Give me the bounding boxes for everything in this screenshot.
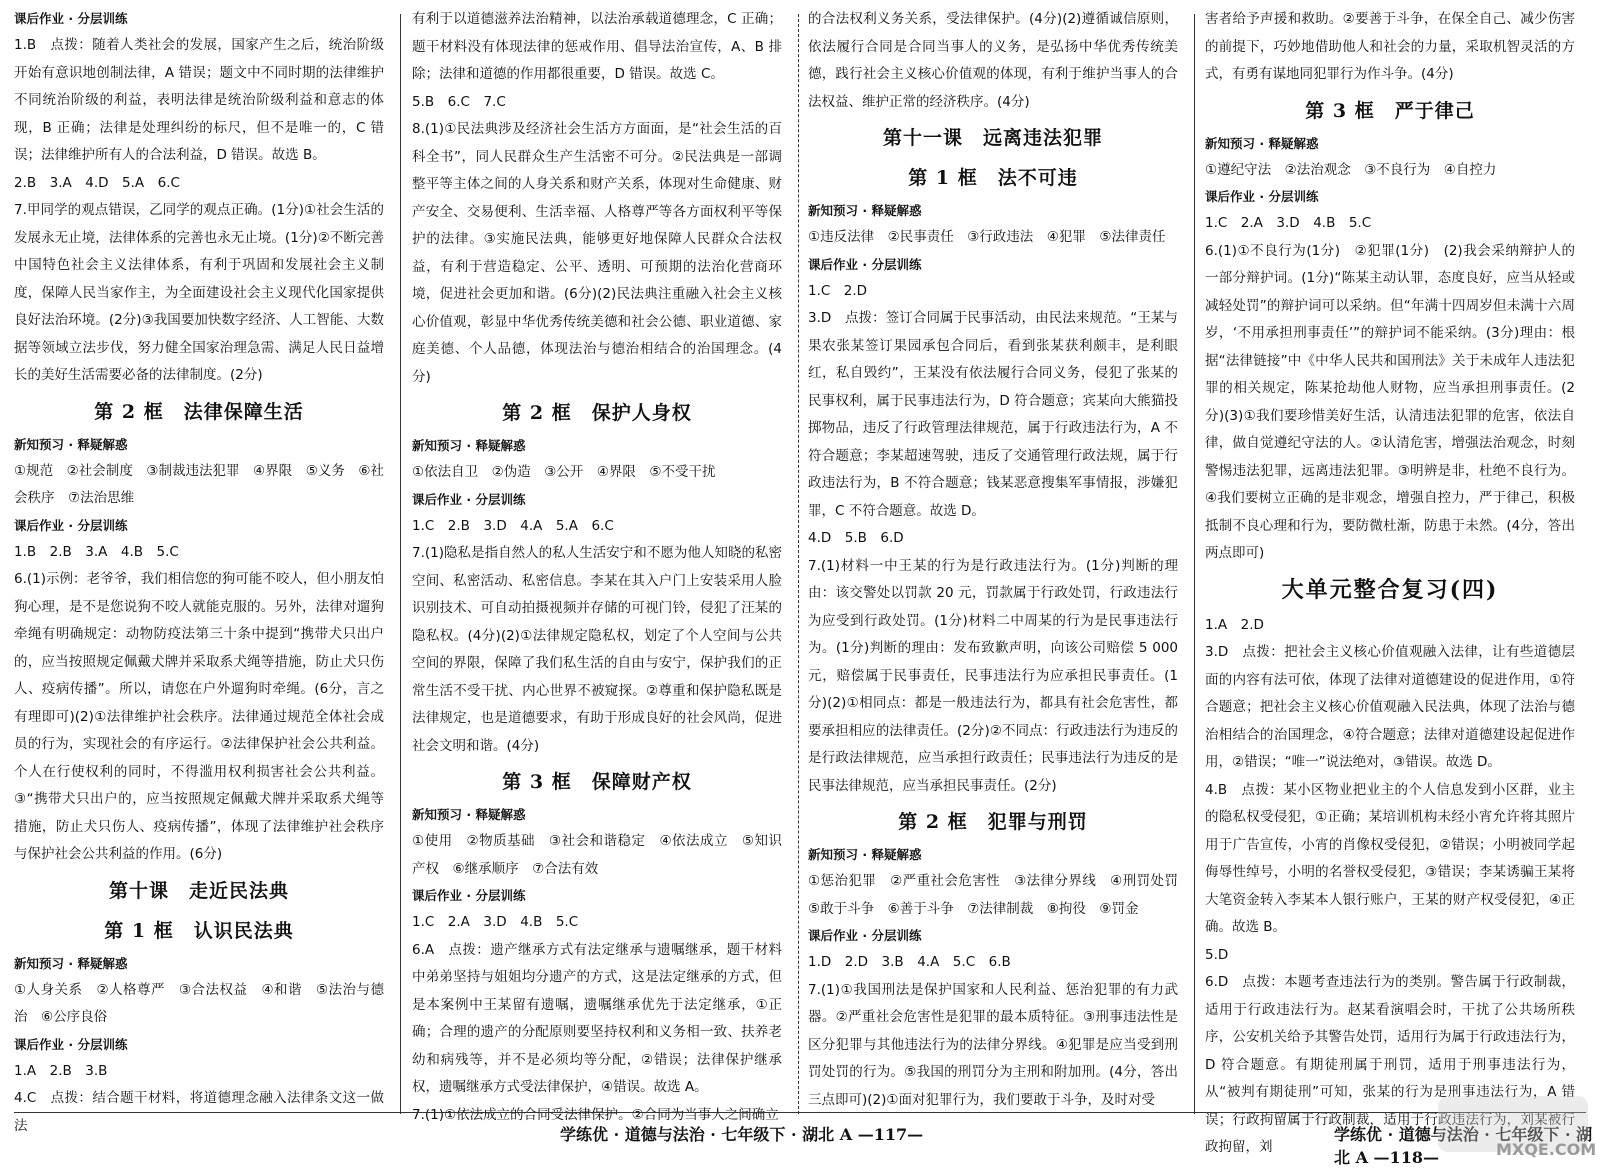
lesson-title: 第 3 框 保障财产权: [502, 771, 692, 793]
answer-text: ①惩治犯罪 ②严重社会危害性 ③法律分界线 ④刑罚处罚 ⑤敢于斗争 ⑥善于斗争 ⑦法律制裁 ⑧拘役 ⑨罚金: [808, 873, 1192, 917]
column-1: [14, 6, 384, 1134]
answer-text: 1.B 2.B 3.A 4.B 5.C: [14, 543, 179, 560]
column-2: [412, 6, 782, 1123]
answer-text: 7.(1)①我国刑法是保护国家和人民利益、惩治犯罪的有力武器。②严重社会危害性是犯罪的最本质特征。③刑事违法性是区分犯罪与其他违法行为的法律分界线。④犯罪是应当受到刑罚处罚的行为。⑤我国的刑罚分为主刑和附加刑。(4分，答出三点即可)(2)①面对犯罪行为，我们要敢于斗争，及时对受: [808, 981, 1178, 1108]
answer-text: 1.C 2.A 3.D 4.B 5.C: [412, 914, 579, 930]
answer-text: 3.D 点拨：把社会主义核心价值观融入法律，让有些道德层面的内容有法可依，体现了法律对道德建设的促进作用，①符合题意；把社会主义核心价值观融入民法典，体现了法治与德治相结合的治国理念，④符合题意；法律对道德建设起促进作用，②错误；“唯一”说法绝对，③错误。故选 D。: [1205, 644, 1575, 770]
answer-text: 6.(1)示例：老爷爷，我们相信您的狗可能不咬人，但小朋友怕狗心理，是不是您说狗不咬人就能克服的。另外，法律对遛狗牵绳有明确规定：动物防疫法第三十条中提到“携带犬只出户的，应当按照规定佩戴犬牌并采取系犬绳等措施，防止犬只伤人、疫病传播”。所以，请您在户外遛狗时牵绳。(6分，言之有理即可)(2)①法律维护社会秩序。法律通过规范全体社会成员的行为，实现社会的有序运行。②法律保护社会公共利益。个人在行使权利的同时，不得滥用权利损害社会公共利益。③“携带犬只出户的，应当按照规定佩戴犬牌并采取系犬绳等措施，防止犬只伤人、疫病传播”，体现了法律维护社会秩序与保护社会公共利益的作用。(6分): [14, 571, 384, 862]
answer-text: 2.B 3.A 4.D 5.A 6.C: [14, 174, 180, 191]
section-label: 课后作业 · 分层训练: [808, 928, 922, 943]
lesson-title: 第 2 框 保护人身权: [502, 402, 692, 424]
column-3: [808, 6, 1192, 1116]
answer-text: ①遵纪守法 ②法治观念 ③不良行为 ④自控力: [1205, 161, 1497, 178]
answer-text: 1.C 2.A 3.D 4.B 5.C: [1205, 215, 1372, 231]
lesson-title: 第 3 框 严于律己: [1305, 99, 1475, 122]
answer-text: 有利于以道德滋养法治精神，以法治承载道德理念，C 正确；题干材料没有体现法律的惩戒作用、倡导法治宣传，A、B 排除；法律和道德的作用都很重要，D 错误。故选 C。: [412, 11, 782, 82]
answer-text: 4.C 点拨：结合题干材料，将道德理念融入法律条文这一做法: [14, 1090, 384, 1134]
lesson-title: 第十课 走近民法典: [108, 879, 289, 902]
answer-text: 害者给予声援和救助。②要善于斗争，在保全自己、减少伤害的前提下，巧妙地借助他人和社会的力量，采取机智灵活的方式，有勇有谋地同犯罪行为作斗争。(4分): [1205, 11, 1575, 82]
answer-text: 1.C 2.D: [808, 282, 868, 299]
answer-text: 5.D: [1205, 946, 1229, 963]
footer-page-117: 学练优 · 道德与法治 · 七年级下 · 湖北 A —117—: [560, 1125, 924, 1144]
answer-text: 的合法权利义务关系，受法律保护。(4分)(2)遵循诚信原则，依法履行合同是合同当事人的义务，是弘扬中华优秀传统美德，践行社会主义核心价值观的体现，有利于维护当事人的合法权益、维护正常的经济秩序。(4分): [808, 11, 1178, 110]
answer-text: ①人身关系 ②人格尊严 ③合法权益 ④和谐 ⑤法治与德治 ⑥公序良俗: [14, 981, 384, 1025]
answer-text: ①违反法律 ②民事责任 ③行政违法 ④犯罪 ⑤法律责任: [808, 229, 1166, 245]
answer-text: 6.(1)①不良行为(1分) ②犯罪(1分) (2)我会采纳辩护人的一部分辩护词。(1分)“陈某主动认罪，态度良好，应当从轻或减轻处罚”的辩护词可以采纳。但“年满十四周岁但未满十六周岁，‘不用承担刑事责任’”的辩护词不能采纳。(3分)理由：根据“法律链接”中《中华人民共和国刑法》关于未成年人违法犯罪的相关规定，陈某抢劫他人财物，应当承担刑事责任。(2分)(3)①我们要珍惜美好生活，认清违法犯罪的危害，依法自律，做自觉遵纪守法的人。②认清危害，增强法治观念，时刻警惕违法犯罪，远离违法犯罪。③明辨是非，杜绝不良行为。④我们要树立正确的是非观念，增强自控力，严于律己，积极抵制不良心理和行为，要防微杜渐，防患于未然。(4分，答出两点即可): [1205, 242, 1575, 561]
section-label: 课后作业 · 分层训练: [808, 256, 922, 272]
footer-rule: [14, 1112, 1586, 1113]
section-label: 新知预习 · 释疑解惑: [808, 203, 922, 218]
section-label: 课后作业 · 分层训练: [14, 1036, 128, 1052]
section-label: 课后作业 · 分层训练: [412, 888, 526, 903]
answer-text: 5.B 6.C 7.C: [412, 93, 506, 110]
answer-text: 7.(1)隐私是指自然人的私人生活安宁和不愿为他人知晓的私密空间、私密活动、私密信息。李某在其入户门上安装采用人脸识别技术、可自动拍摄视频并存储的可视门铃，侵犯了汪某的隐私权。(4分)(2)①法律规定隐私权，划定了个人空间与公共空间的界限，保障了我们私生活的自由与安宁，保护我们的正常生活不受干扰、内心世界不被窥探。②尊重和保护隐私既是法律规定，也是道德要求，有助于形成良好的社会风尚，促进社会文明和谐。(4分): [412, 545, 782, 754]
answer-text: 6.D 点拨：本题考查违法行为的类别。警告属于行政制裁，适用于行政违法行为。赵某看演唱会时，干扰了公共场所秩序，公安机关给予其警告处罚，适用行为属于行政违法行为，D 符合题意。有期徒刑属于刑罚，适用于刑事违法行为，从“被判有期徒刑”可知，张某的行为是刑事违法行为，A 错误；行政拘留属于行政制裁，适用于行政违法行为，刘某被行政拘留，刘: [1205, 974, 1575, 1155]
section-label: 新知预习 · 释疑解惑: [14, 436, 128, 452]
answer-text: 1.B 点拨：随着人类社会的发展，国家产生之后，统治阶级开始有意识地创制法律，A 错误；题文中不同时期的法律维护不同统治阶级的利益，表明法律是统治阶级利益和意志的体现，B 正确；法律是处理纠纷的标尺，但不是唯一的，C 错误；法律维护所有人的合法利益，D 错误。故选 B。: [14, 37, 384, 163]
lesson-title: 第十一课 远离违法犯罪: [882, 127, 1103, 149]
column-divider: [1194, 14, 1195, 1114]
answer-text: 4.D 5.B 6.D: [808, 530, 904, 546]
answer-text: 1.C 2.B 3.D 4.A 5.A 6.C: [412, 517, 614, 534]
answer-text: ①规范 ②社会制度 ③制裁违法犯罪 ④界限 ⑤义务 ⑥社会秩序 ⑦法治思维: [14, 462, 384, 506]
lesson-title: 第 1 框 认识民法典: [104, 919, 294, 942]
section-label: 课后作业 · 分层训练: [14, 517, 128, 533]
lesson-title: 大单元整合复习(四): [1281, 576, 1499, 603]
watermark-text: MXQE.COM: [1496, 1140, 1597, 1159]
answer-text: ①依法自卫 ②伪造 ③公开 ④界限 ⑤不受干扰: [412, 464, 716, 480]
column-divider: [400, 14, 401, 1114]
section-label: 新知预习 · 释疑解惑: [1205, 135, 1319, 151]
page-spine-divider: [798, 14, 799, 1114]
answer-text: 8.(1)①民法典涉及经济社会生活方方面面，是“社会生活的百科全书”，同人民群众生产生活密不可分。②民法典是一部调整平等主体之间的人身关系和财产关系，体现对生命健康、财产安全、交易便利、生活幸福、人格尊严等各方面权利平等保护的法律。③实施民法典，能够更好地保障人民群众合法权益，有利于营造稳定、公平、透明、可预期的法治化营商环境，促进社会更加和谐。(6分)(2)民法典注重融入社会主义核心价值观，彰显中华优秀传统美德和社会公德、职业道德、家庭美德、个人品德，体现法治与德治相结合的治国理念。(4分): [412, 121, 782, 385]
section-label: 课后作业 · 分层训练: [1205, 189, 1319, 204]
section-label: 新知预习 · 释疑解惑: [808, 847, 922, 862]
answer-text: 7.甲同学的观点错误，乙同学的观点正确。(1分)①社会生活的发展永无止境，法律体系的完善也永无止境。(1分)②不断完善中国特色社会主义法律体系，有利于巩固和发展社会主义制度，保障人民当家作主，为全面建设社会主义现代化国家提供良好法治环境。(2分)③我国要加快数字经济、人工智能、大数据等领域立法步伐，努力健全国家治理急需、满足人民日益增长的美好生活需要必备的法律制度。(2分): [14, 202, 384, 383]
answer-text: 7.(1)材料一中王某的行为是行政违法行为。(1分)判断的理由：该交警处以罚款 20 元，罚款属于行政处罚，行政违法行为应受到行政处罚。(1分)材料二中周某的行为是民事违法行为。(1分)判断的理由：发布致歉声明，向该公司赔偿 5 000 元，赔偿属于民事责任，民事违法行为应承担民事责任。(1分)(2)①相同点：都是一般违法行为，都具有社会危害性，都要承担相应的法律责任。(2分)②不同点：行政违法行为违反的是行政法律规范，应当承担行政责任；民事违法行为违反的是民事法律规范，应当承担民事责任。(2分): [808, 557, 1178, 794]
lesson-title: 第 1 框 法不可违: [908, 167, 1078, 189]
section-label: 新知预习 · 释疑解惑: [412, 807, 526, 822]
answer-text: 6.A 点拨：遗产继承方式有法定继承与遗嘱继承，题干材料中弟弟坚持与姐姐均分遗产的方式，这是法定继承的方式，但是本案例中王某留有遗嘱，遗嘱继承优先于法定继承，①正确；合理的遗产的分配原则要坚持权利和义务相一致、扶养老幼和病残等，并不是必须均等分配，②错误；法律保护继承权，遗嘱继承方式受法律保护，④错误。故选 A。: [412, 941, 782, 1095]
section-label: 课后作业 · 分层训练: [412, 491, 526, 507]
answer-text: 1.A 2.B 3.B: [14, 1062, 108, 1079]
lesson-title: 第 2 框 法律保障生活: [94, 400, 304, 423]
answer-text: 4.B 点拨：某小区物业把业主的个人信息发到小区群，业主的隐私权受侵犯，①正确；某培训机构未经小宵允许将其照片用于广告宣传，小宵的肖像权受侵犯，②错误；小明被同学起侮辱性绰号，小明的名誉权受侵犯，③错误；李某诱骗王某将大笔资金转入李某本人银行账户，王某的财产权受侵犯，④正确。故选 B。: [1205, 781, 1575, 935]
footer-page-118: 学练优 · 道德与法治 · 七年级下 · 湖北 A —118—: [1334, 1125, 1593, 1167]
section-label: 新知预习 · 释疑解惑: [14, 955, 128, 971]
answer-text: 1.A 2.D: [1205, 616, 1264, 633]
lesson-title: 第 2 框 犯罪与刑罚: [898, 811, 1088, 833]
answer-text: 1.D 2.D 3.B 4.A 5.C 6.B: [808, 954, 1011, 970]
answer-text: 3.D 点拨：签订合同属于民事活动，由民法来规范。“王某与果农张某签订果园承包合同后，看到张某获利颇丰，是利眼红，私自毁约”，王某没有依法履行合同义务，侵犯了张某的民事权利，属于民事违法行为，D 符合题意；宾某向大熊猫投掷物品，违反了行政管理法律规范，属于行政违法行为，A 不符合题意；李某超速驾驶，违反了交通管理行政法规，属于行政违法行为，B 不符合题意；钱某恶意搜集军事情报，涉嫌犯罪，C 不符合题意。故选 D。: [808, 310, 1178, 519]
answer-text: 7.(1)①依法成立的合同受法律保护。②合同为当事人之间确立: [412, 1106, 779, 1123]
answer-text: ①使用 ②物质基础 ③社会和谐稳定 ④依法成立 ⑤知识产权 ⑥继承顺序 ⑦合法有效: [412, 833, 782, 877]
section-label: 课后作业 · 分层训练: [14, 11, 128, 26]
section-label: 新知预习 · 释疑解惑: [412, 438, 526, 453]
